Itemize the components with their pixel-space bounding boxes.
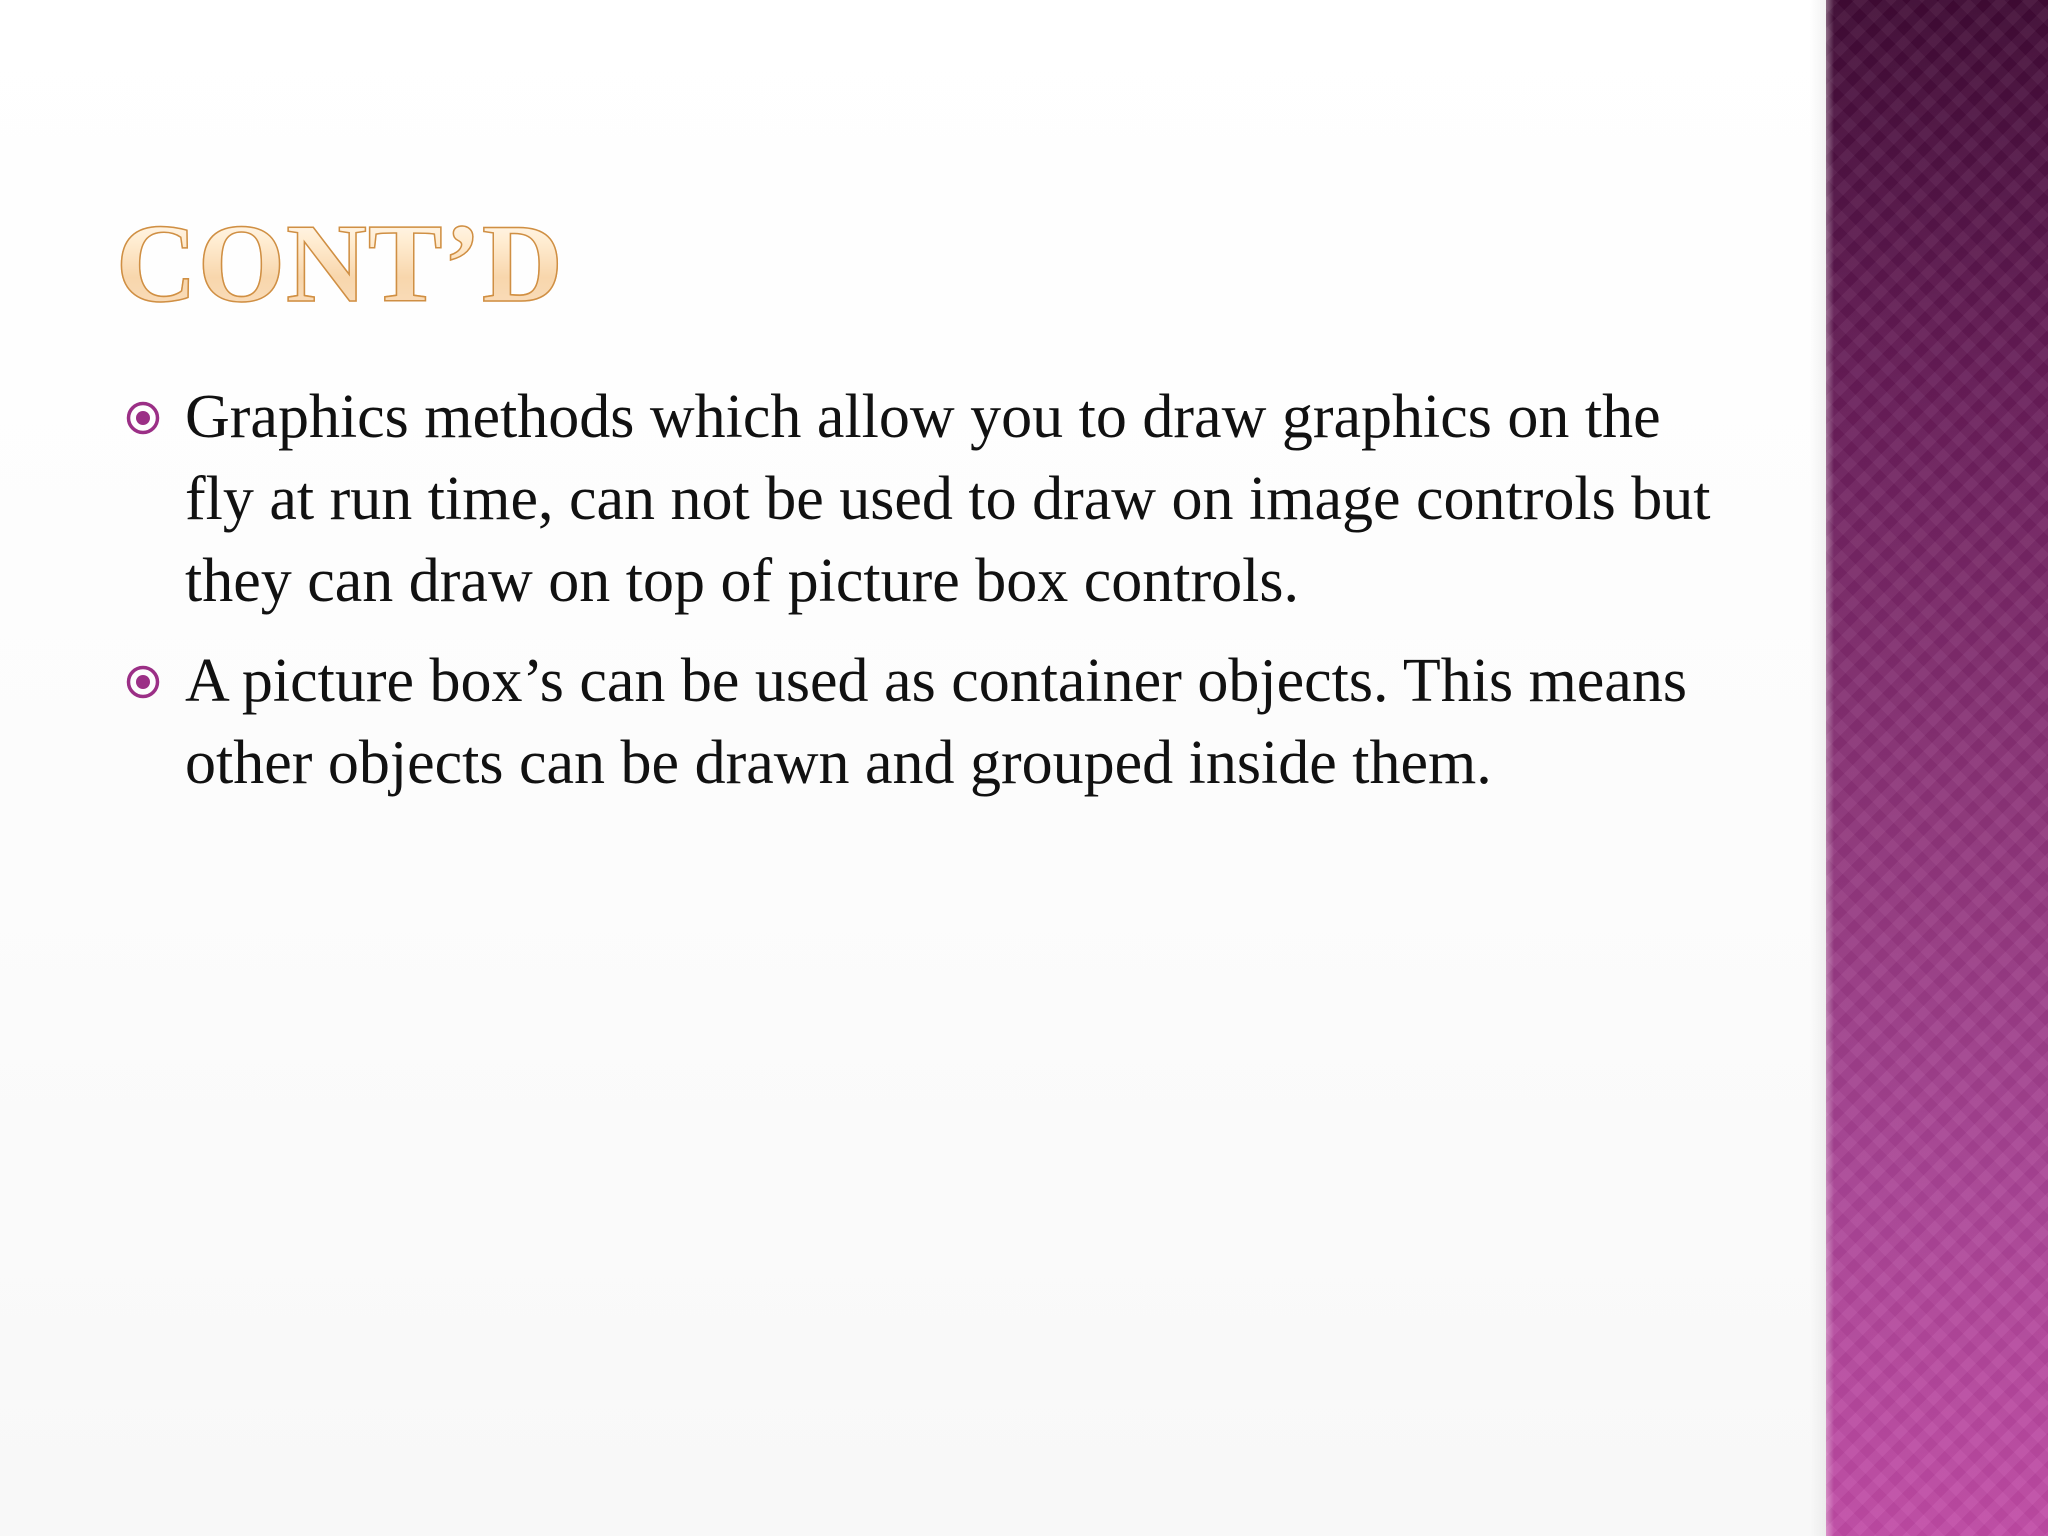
side-panel-shadow — [1810, 0, 1826, 1536]
target-bullet-icon — [126, 401, 160, 435]
bullet-item-graphics-methods — [126, 376, 1716, 622]
slide-title: CONT’D — [116, 202, 564, 326]
bullet-list — [126, 376, 1716, 822]
decorative-side-panel — [1826, 0, 2048, 1536]
bullet-text: A picture box’s can be used as container objects. This means other objects can be drawn and grouped inside them. — [185, 647, 1687, 797]
side-panel-highlight — [1826, 0, 1834, 1536]
bullet-text: Graphics methods which allow you to draw graphics on the fly at run time, can not be used to draw on image controls but they can draw on top of picture box controls. — [185, 383, 1711, 615]
target-bullet-icon — [126, 665, 160, 699]
bullet-item-picture-box — [126, 640, 1716, 804]
